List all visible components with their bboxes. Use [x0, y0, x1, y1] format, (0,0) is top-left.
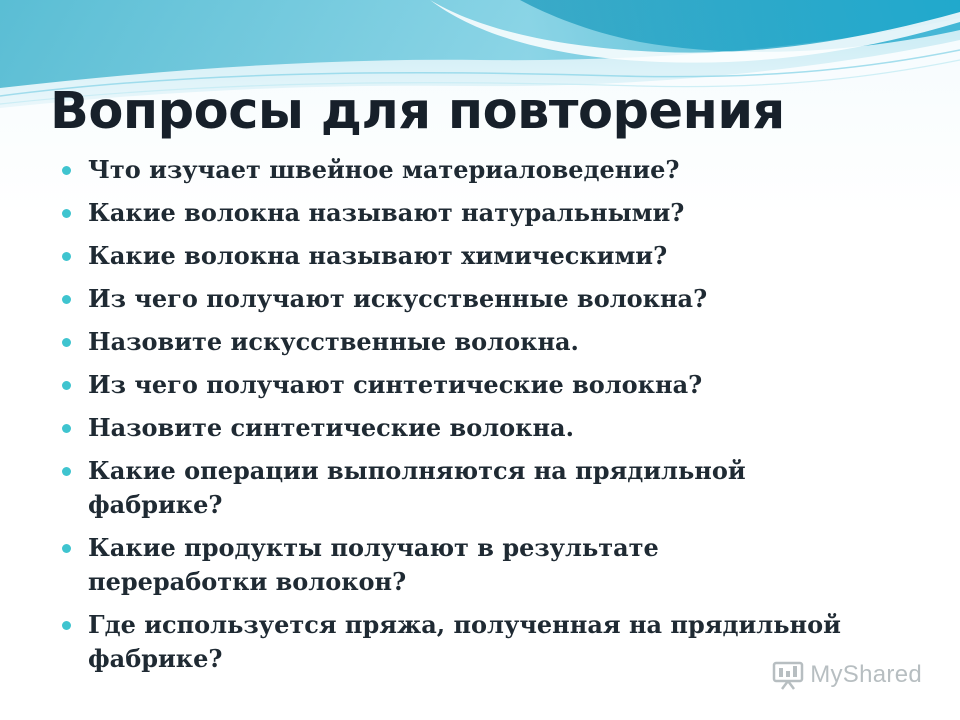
watermark-text: MyShared — [810, 661, 922, 688]
bullet-dot-icon — [62, 467, 71, 476]
slide-title: Вопросы для повторения — [50, 82, 785, 141]
bullet-dot-icon — [62, 338, 71, 347]
list-item-text: Из чего получают искусственные волокна? — [88, 284, 708, 313]
bullet-dot-icon — [62, 166, 71, 175]
bullet-dot-icon — [62, 252, 71, 261]
list-item — [62, 608, 842, 676]
list-item — [62, 196, 842, 230]
list-item — [62, 531, 842, 599]
list-item — [62, 411, 842, 445]
list-item-text: Какие волокна называют натуральными? — [88, 198, 685, 227]
bullet-dot-icon — [62, 381, 71, 390]
bullet-dot-icon — [62, 424, 71, 433]
presentation-board-icon — [772, 660, 804, 690]
list-item — [62, 325, 842, 359]
list-item-text: Из чего получают синтетические волокна? — [88, 370, 703, 399]
list-item-text: Назовите искусственные волокна. — [88, 327, 579, 356]
watermark — [772, 660, 922, 690]
list-item — [62, 239, 842, 273]
bullet-dot-icon — [62, 209, 71, 218]
bullet-dot-icon — [62, 295, 71, 304]
list-item-text: Какие волокна называют химическими? — [88, 241, 668, 270]
question-list — [62, 153, 842, 685]
list-item-text: Какие операции выполняются на прядильной фабрике? — [88, 456, 746, 519]
list-item — [62, 368, 842, 402]
list-item-text: Где используется пряжа, полученная на прядильной фабрике? — [88, 610, 841, 673]
list-item-text: Какие продукты получают в результате переработки волокон? — [88, 533, 659, 596]
list-item-text: Что изучает швейное материаловедение? — [88, 155, 680, 184]
list-item-text: Назовите синтетические волокна. — [88, 413, 574, 442]
bullet-dot-icon — [62, 544, 71, 553]
bullet-dot-icon — [62, 621, 71, 630]
list-item — [62, 153, 842, 187]
list-item — [62, 454, 842, 522]
list-item — [62, 282, 842, 316]
